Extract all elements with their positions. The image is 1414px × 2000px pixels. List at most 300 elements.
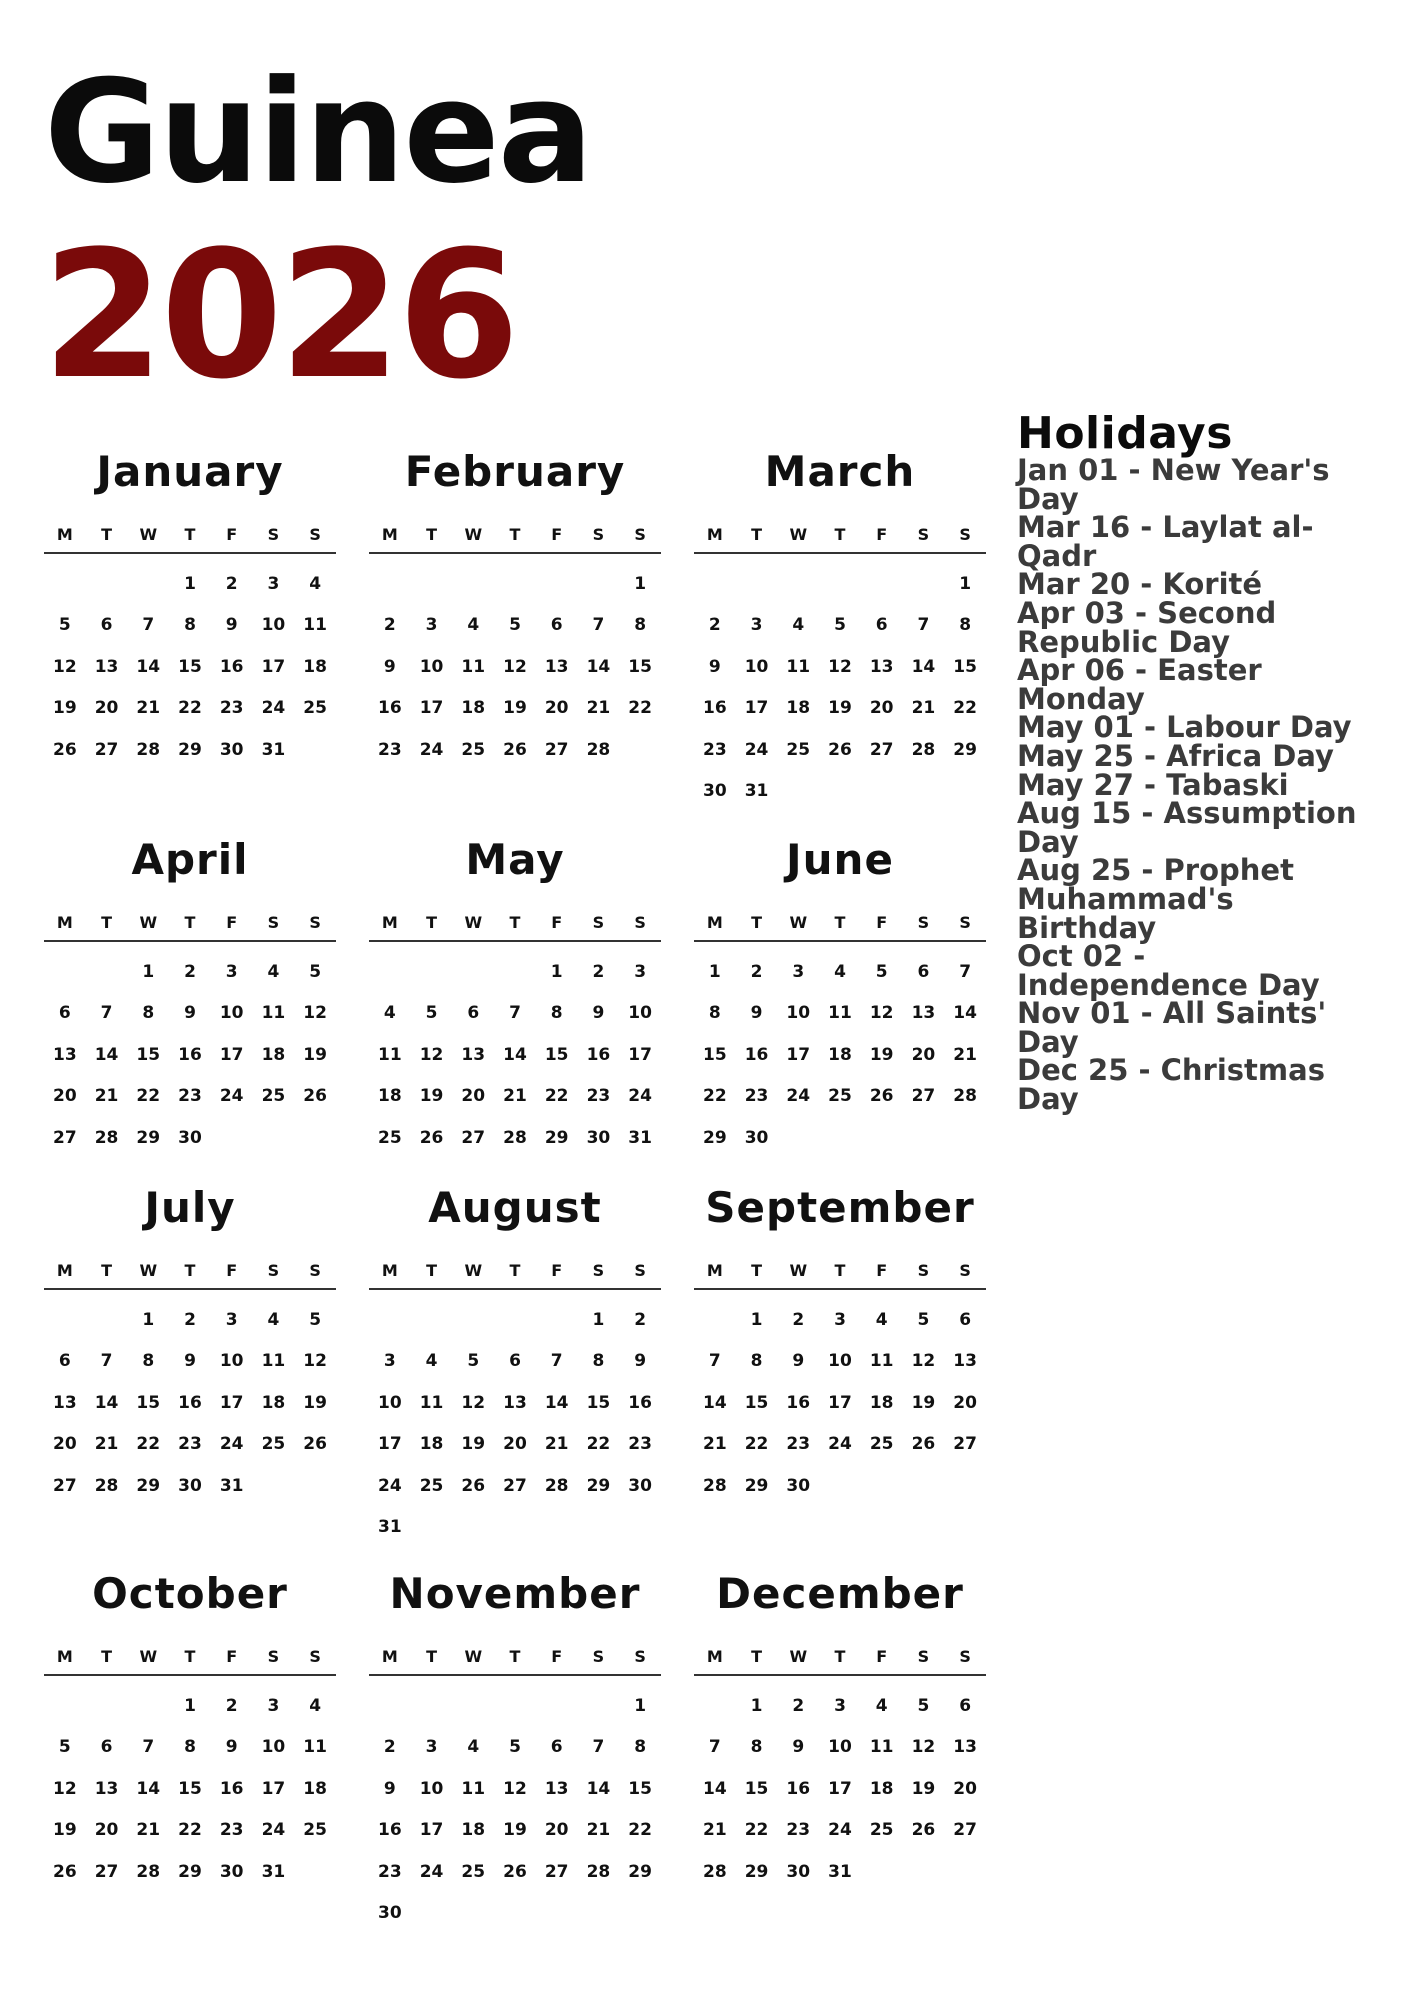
weekday-header	[694, 524, 986, 554]
weekday-header	[44, 1260, 336, 1290]
weekday-label: W	[789, 913, 808, 932]
day-cell: 12	[419, 1044, 444, 1065]
day-cell: 19	[461, 1434, 486, 1455]
day-cell: 19	[911, 1392, 936, 1413]
day-cell: 18	[828, 1044, 852, 1065]
day-cell: 29	[953, 739, 977, 760]
weekday-label: T	[426, 913, 437, 932]
weekday-label: F	[876, 1261, 888, 1280]
day-cell: 13	[544, 1778, 569, 1799]
month-name: April	[131, 835, 249, 884]
day-cell: 25	[461, 1861, 486, 1882]
day-cell: 19	[503, 1820, 527, 1841]
weekday-label: S	[634, 913, 646, 932]
weekday-label: W	[464, 1647, 483, 1666]
day-cell: 26	[869, 1086, 894, 1107]
month-name: December	[716, 1569, 964, 1618]
day-cell: 15	[628, 656, 652, 677]
day-cell: 14	[136, 656, 161, 677]
day-cell: 28	[503, 1127, 527, 1148]
day-cell: 14	[94, 1392, 119, 1413]
day-cell: 8	[634, 615, 647, 636]
day-cell: 24	[378, 1475, 402, 1496]
day-cell: 28	[703, 1861, 727, 1882]
weekday-label: S	[917, 525, 930, 544]
day-cell: 9	[792, 1737, 805, 1758]
day-cell: 9	[708, 656, 721, 677]
day-cell: 16	[744, 1044, 769, 1065]
weekday-label: T	[834, 1647, 846, 1666]
day-cell: 27	[53, 1127, 77, 1148]
day-cell: 12	[869, 1003, 894, 1024]
holiday-line: Day	[1017, 1082, 1079, 1117]
day-cell: 20	[869, 698, 894, 719]
day-cell: 20	[953, 1778, 977, 1799]
day-cell: 16	[378, 1820, 402, 1841]
day-cell: 13	[911, 1003, 936, 1024]
day-cell: 14	[503, 1044, 527, 1065]
day-cell: 9	[750, 1003, 763, 1024]
weekday-label: F	[551, 1647, 563, 1666]
day-cell: 20	[544, 1820, 569, 1841]
day-cell: 26	[419, 1127, 444, 1148]
day-cell: 28	[94, 1127, 119, 1148]
day-cell: 11	[261, 1351, 286, 1372]
day-cell: 9	[225, 1737, 238, 1758]
day-cell: 27	[953, 1820, 977, 1841]
holiday-line: Qadr	[1017, 538, 1097, 573]
day-cell: 16	[178, 1392, 202, 1413]
weekday-label: W	[789, 525, 808, 544]
weekday-label: M	[706, 525, 723, 544]
day-cell: 26	[303, 1086, 327, 1107]
holiday-line: Monday	[1017, 681, 1145, 716]
day-cell: 6	[100, 1737, 113, 1758]
day-cell: 25	[261, 1434, 286, 1455]
day-cell: 23	[178, 1434, 202, 1455]
holidays-title: Holidays	[1017, 408, 1233, 459]
day-cell: 9	[383, 656, 396, 677]
day-cell: 4	[875, 1696, 888, 1716]
weekday-label: T	[509, 1261, 521, 1280]
day-cell: 5	[834, 615, 846, 636]
day-cell: 1	[708, 962, 721, 982]
day-cell: 1	[184, 1696, 196, 1716]
day-cell: 10	[378, 1392, 402, 1413]
day-cell: 2	[184, 1310, 196, 1330]
day-cell: 4	[267, 1310, 280, 1330]
day-cell: 7	[592, 1737, 605, 1758]
day-cell: 14	[136, 1778, 161, 1799]
day-cell: 29	[744, 1475, 769, 1496]
day-cell: 26	[911, 1434, 936, 1455]
weekday-label: S	[634, 1647, 646, 1666]
day-cell: 12	[303, 1351, 327, 1372]
day-cell: 10	[419, 1778, 444, 1799]
day-cell: 19	[503, 698, 527, 719]
day-cell: 27	[869, 739, 894, 760]
weekday-label: M	[381, 1261, 398, 1280]
day-cell: 13	[461, 1044, 486, 1065]
day-cell: 31	[828, 1861, 852, 1882]
day-cell: 15	[136, 1392, 161, 1413]
day-cell: 1	[142, 962, 155, 982]
day-cell: 31	[744, 781, 769, 801]
day-cell: 22	[136, 1434, 161, 1455]
day-cell: 19	[869, 1044, 894, 1065]
day-cell: 25	[261, 1086, 286, 1107]
day-cell: 26	[828, 739, 852, 760]
day-cell: 24	[828, 1434, 852, 1455]
day-cell: 17	[786, 1044, 811, 1065]
day-cell: 11	[786, 656, 811, 677]
weekday-label: T	[426, 1261, 437, 1280]
weekday-label: F	[226, 1261, 238, 1280]
day-cell: 2	[225, 574, 238, 594]
day-cell: 30	[703, 781, 727, 801]
day-cell: 28	[703, 1475, 727, 1496]
day-cell: 18	[786, 698, 811, 719]
day-cell: 26	[911, 1820, 936, 1841]
day-cell: 20	[94, 698, 119, 719]
weekday-label: S	[917, 1261, 930, 1280]
day-cell: 15	[136, 1044, 161, 1065]
day-cell: 4	[834, 962, 846, 982]
day-cell: 8	[184, 1737, 196, 1758]
weekday-label: W	[464, 525, 483, 544]
day-cell: 2	[792, 1696, 805, 1716]
weekday-header	[44, 524, 336, 554]
day-cell: 22	[628, 1820, 652, 1841]
weekday-label: S	[267, 913, 280, 932]
weekday-label: F	[876, 525, 888, 544]
day-cell: 3	[792, 962, 805, 982]
day-cell: 6	[959, 1310, 972, 1330]
day-cell: 19	[53, 1820, 77, 1841]
holiday-line: Independence Day	[1017, 967, 1320, 1002]
day-cell: 20	[544, 698, 569, 719]
day-cell: 8	[708, 1003, 721, 1024]
weekday-label: F	[551, 525, 563, 544]
day-cell: 8	[142, 1003, 155, 1024]
day-cell: 18	[303, 656, 327, 677]
day-cell: 3	[383, 1351, 396, 1372]
day-cell: 20	[953, 1392, 977, 1413]
day-cell: 13	[53, 1044, 77, 1065]
day-cell: 11	[419, 1392, 444, 1413]
day-cell: 15	[628, 1778, 652, 1799]
day-cell: 10	[744, 656, 769, 677]
day-cell: 25	[828, 1086, 852, 1107]
day-cell: 17	[261, 656, 286, 677]
month-name: November	[389, 1569, 641, 1618]
day-cell: 7	[708, 1737, 721, 1758]
holidays-panel	[1017, 408, 1397, 1117]
weekday-label: W	[139, 1647, 158, 1666]
day-cell: 6	[875, 615, 888, 636]
day-cell: 23	[378, 1861, 402, 1882]
weekday-label: T	[509, 525, 521, 544]
day-cell: 23	[586, 1086, 611, 1107]
day-cell: 4	[792, 615, 805, 636]
day-cell: 17	[628, 1044, 652, 1065]
day-cell: 24	[628, 1086, 652, 1107]
day-cell: 7	[592, 615, 605, 636]
day-cell: 10	[828, 1351, 852, 1372]
weekday-label: T	[751, 913, 762, 932]
day-cell: 23	[178, 1086, 202, 1107]
weekday-label: W	[789, 1647, 808, 1666]
day-cell: 27	[544, 739, 569, 760]
day-cell: 26	[53, 739, 77, 760]
holiday-line: Mar 20 - Korité	[1017, 567, 1263, 602]
day-cell: 1	[750, 1696, 763, 1716]
day-cell: 5	[509, 615, 521, 636]
day-cell: 19	[303, 1392, 327, 1413]
weekday-header	[369, 1646, 661, 1676]
day-cell: 20	[503, 1434, 527, 1455]
day-cell: 12	[911, 1737, 936, 1758]
weekday-label: T	[751, 1261, 762, 1280]
day-cell: 23	[703, 739, 727, 760]
day-cell: 18	[303, 1778, 327, 1799]
holiday-list	[1017, 453, 1397, 1117]
day-cell: 24	[261, 698, 286, 719]
day-cell: 22	[744, 1434, 769, 1455]
day-cell: 29	[744, 1861, 769, 1882]
day-cell: 28	[544, 1475, 569, 1496]
day-cell: 4	[267, 962, 280, 982]
weekday-label: T	[834, 913, 846, 932]
day-cell: 3	[267, 1696, 280, 1716]
holiday-line: May 27 - Tabaski	[1017, 767, 1289, 802]
weekday-label: S	[309, 1261, 321, 1280]
day-cell: 3	[634, 962, 647, 982]
day-cell: 18	[869, 1778, 894, 1799]
day-cell: 25	[786, 739, 811, 760]
day-cell: 24	[261, 1820, 286, 1841]
day-cell: 21	[703, 1434, 727, 1455]
day-cell: 22	[178, 1820, 202, 1841]
day-cell: 27	[94, 739, 119, 760]
day-cell: 12	[53, 1778, 77, 1799]
weekday-label: M	[706, 1261, 723, 1280]
day-cell: 16	[628, 1392, 652, 1413]
weekday-header	[44, 1646, 336, 1676]
day-cell: 31	[378, 1517, 402, 1537]
day-cell: 23	[378, 739, 402, 760]
holiday-line: Oct 02 -	[1017, 939, 1146, 974]
weekday-label: F	[226, 913, 238, 932]
day-cell: 5	[509, 1737, 521, 1758]
day-cell: 25	[869, 1820, 894, 1841]
day-cell: 13	[869, 656, 894, 677]
day-cell: 21	[953, 1044, 977, 1065]
day-cell: 22	[586, 1434, 611, 1455]
day-cell: 28	[586, 739, 611, 760]
weekday-label: T	[509, 913, 521, 932]
weekday-header	[694, 1646, 986, 1676]
day-cell: 21	[94, 1434, 119, 1455]
month-name: January	[96, 447, 284, 496]
day-cell: 27	[544, 1861, 569, 1882]
holiday-line: Aug 25 - Prophet	[1017, 853, 1294, 888]
day-cell: 14	[703, 1392, 727, 1413]
day-cell: 1	[550, 962, 563, 982]
day-cell: 19	[911, 1778, 936, 1799]
day-cell: 14	[953, 1003, 977, 1024]
day-cell: 24	[744, 739, 769, 760]
day-cell: 7	[917, 615, 930, 636]
day-cell: 24	[219, 1086, 244, 1107]
day-cell: 10	[828, 1737, 852, 1758]
day-cell: 4	[383, 1003, 396, 1024]
weekday-label: W	[139, 913, 158, 932]
day-cell: 16	[786, 1392, 811, 1413]
day-cell: 10	[261, 615, 286, 636]
day-cell: 9	[792, 1351, 805, 1372]
day-cell: 13	[544, 656, 569, 677]
weekday-header	[44, 912, 336, 942]
weekday-label: W	[789, 1261, 808, 1280]
day-cell: 14	[911, 656, 936, 677]
day-cell: 9	[225, 615, 238, 636]
day-cell: 23	[219, 698, 244, 719]
day-cell: 22	[953, 698, 977, 719]
day-cell: 12	[303, 1003, 327, 1024]
day-cell: 22	[136, 1086, 161, 1107]
day-cell: 2	[750, 962, 763, 982]
day-cell: 30	[744, 1127, 769, 1148]
weekday-label: W	[464, 1261, 483, 1280]
day-cell: 21	[544, 1434, 569, 1455]
day-cell: 7	[100, 1351, 113, 1372]
day-cell: 23	[219, 1820, 244, 1841]
day-cell: 7	[142, 615, 155, 636]
day-cell: 6	[58, 1003, 71, 1024]
day-cell: 2	[383, 1737, 396, 1758]
day-cell: 7	[708, 1351, 721, 1372]
day-cell: 21	[911, 698, 936, 719]
holiday-line: Nov 01 - All Saints'	[1017, 996, 1327, 1031]
day-cell: 19	[53, 698, 77, 719]
day-cell: 21	[703, 1820, 727, 1841]
month-name: May	[465, 835, 565, 884]
day-cell: 17	[419, 698, 444, 719]
day-cell: 15	[703, 1044, 727, 1065]
day-cell: 1	[184, 574, 196, 594]
weekday-label: T	[101, 1647, 112, 1666]
day-cell: 6	[959, 1696, 972, 1716]
weekday-label: T	[751, 1647, 762, 1666]
day-cell: 11	[461, 656, 486, 677]
day-cell: 22	[744, 1820, 769, 1841]
day-cell: 25	[303, 698, 327, 719]
day-cell: 15	[953, 656, 977, 677]
day-cell: 28	[136, 1861, 161, 1882]
weekday-label: S	[309, 1647, 321, 1666]
day-cell: 13	[94, 656, 119, 677]
day-cell: 18	[261, 1044, 286, 1065]
day-cell: 8	[959, 615, 972, 636]
day-cell: 30	[786, 1861, 811, 1882]
day-cell: 25	[378, 1127, 402, 1148]
day-cell: 3	[267, 574, 280, 594]
day-cell: 8	[750, 1351, 763, 1372]
holiday-line: Day	[1017, 481, 1079, 516]
weekday-label: F	[551, 1261, 563, 1280]
weekday-label: M	[56, 913, 73, 932]
weekday-label: T	[101, 525, 112, 544]
day-cell: 12	[828, 656, 852, 677]
day-cell: 6	[509, 1351, 521, 1372]
day-cell: 1	[959, 574, 972, 594]
day-cell: 17	[828, 1392, 852, 1413]
day-cell: 4	[425, 1351, 438, 1372]
day-cell: 15	[544, 1044, 569, 1065]
day-cell: 26	[503, 1861, 527, 1882]
day-cell: 14	[586, 1778, 611, 1799]
day-cell: 31	[219, 1475, 244, 1496]
day-cell: 25	[869, 1434, 894, 1455]
day-cell: 31	[261, 1861, 286, 1882]
day-cell: 2	[792, 1310, 805, 1330]
weekday-label: S	[959, 1261, 971, 1280]
day-cell: 5	[309, 962, 322, 982]
day-cell: 16	[219, 656, 244, 677]
day-cell: 2	[383, 615, 396, 636]
day-cell: 2	[225, 1696, 238, 1716]
day-cell: 25	[419, 1475, 444, 1496]
day-cell: 4	[875, 1310, 888, 1330]
day-cell: 21	[136, 1820, 161, 1841]
day-cell: 17	[828, 1778, 852, 1799]
day-cell: 7	[142, 1737, 155, 1758]
day-cell: 1	[592, 1310, 605, 1330]
day-cell: 29	[628, 1861, 652, 1882]
weekday-label: W	[139, 1261, 158, 1280]
weekday-label: S	[267, 1261, 280, 1280]
day-cell: 15	[178, 656, 202, 677]
day-cell: 20	[911, 1044, 936, 1065]
day-cell: 28	[911, 739, 936, 760]
weekday-label: T	[184, 1261, 196, 1280]
day-cell: 29	[586, 1475, 611, 1496]
weekday-label: F	[226, 525, 238, 544]
day-cell: 1	[634, 574, 647, 594]
day-cell: 25	[461, 739, 486, 760]
day-cell: 15	[744, 1778, 769, 1799]
day-cell: 21	[94, 1086, 119, 1107]
day-cell: 10	[419, 656, 444, 677]
day-cell: 31	[628, 1127, 652, 1148]
day-cell: 22	[544, 1086, 569, 1107]
day-cell: 2	[592, 962, 605, 982]
day-cell: 12	[503, 656, 527, 677]
day-cell: 17	[419, 1820, 444, 1841]
month-name: October	[92, 1569, 288, 1618]
weekday-label: T	[184, 913, 196, 932]
day-cell: 25	[303, 1820, 327, 1841]
day-cell: 4	[467, 1737, 480, 1758]
month-name: July	[144, 1183, 236, 1232]
day-cell: 21	[586, 698, 611, 719]
weekday-header	[369, 1260, 661, 1290]
day-cell: 11	[303, 615, 327, 636]
day-cell: 6	[100, 615, 113, 636]
weekday-label: S	[634, 525, 646, 544]
day-cell: 28	[953, 1086, 977, 1107]
